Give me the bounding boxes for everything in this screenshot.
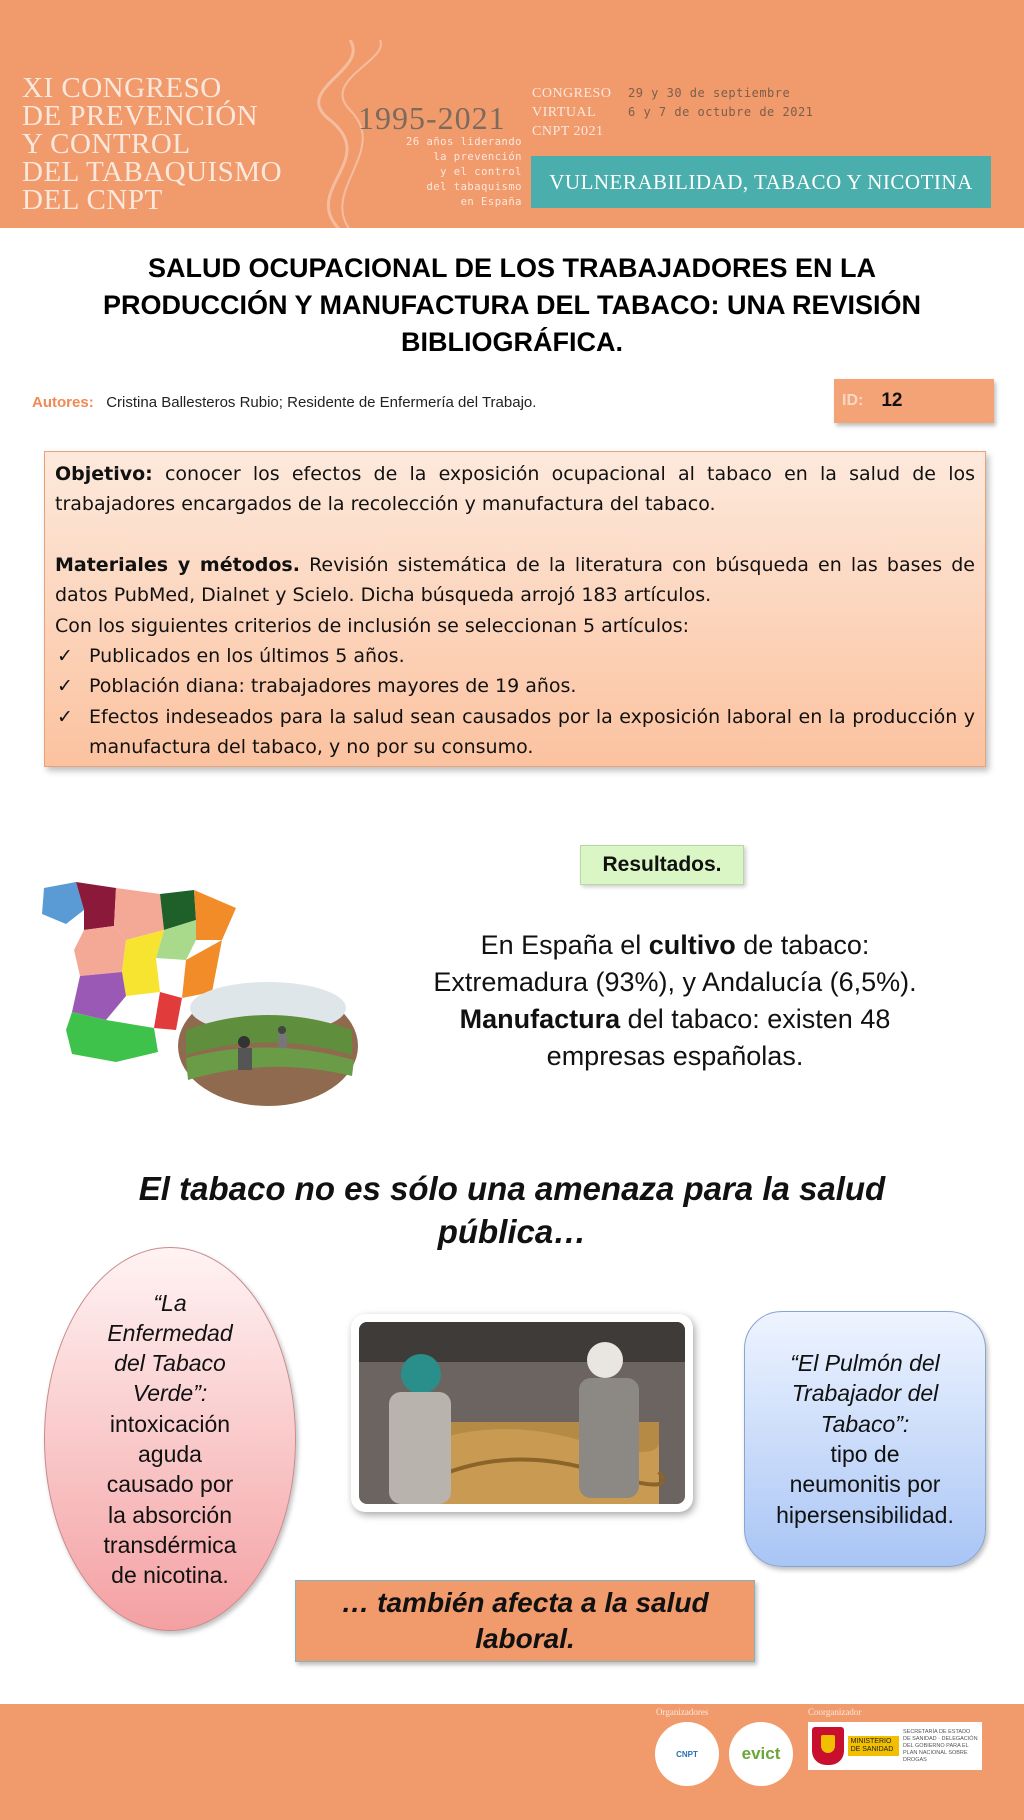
date-line: 29 y 30 de septiembre <box>628 86 791 100</box>
date-line: 6 y 7 de octubre de 2021 <box>628 105 814 119</box>
authors-text: Cristina Ballesteros Rubio; Residente de Enfermería del Trabajo. <box>106 394 537 411</box>
title-line: SALUD OCUPACIONAL DE LOS TRABAJADORES EN LA <box>147 253 877 283</box>
oval-quote-line: “La <box>153 1289 187 1316</box>
virtual-line: CONGRESO <box>532 86 612 101</box>
authors-colon: : <box>88 394 94 411</box>
criteria-text: Efectos indeseados para la salud sean causados por la exposición laboral en la producción y manufactura del tabaco, y no por su consumo. <box>89 705 975 759</box>
labor-health-box <box>295 1580 755 1662</box>
criteria-text: Publicados en los últimos 5 años. <box>89 645 405 668</box>
congress-title <box>22 74 282 214</box>
criteria-item <box>55 641 975 671</box>
virtual-line: CNPT 2021 <box>532 124 604 139</box>
oval-quote-line: Enfermedad <box>107 1319 233 1346</box>
results-text-part: de tabaco: <box>735 930 870 960</box>
congress-title-line: XI CONGRESO <box>22 72 222 104</box>
cnpt-logo-text: CNPT <box>676 1749 698 1759</box>
oval-quote-line: del Tabaco <box>114 1350 226 1377</box>
methods-paragraph <box>55 550 975 611</box>
criteria-text: Población diana: trabajadores mayores de 19 años. <box>89 675 577 698</box>
check-icon: ✓ <box>57 645 73 668</box>
anniversary-line: y el control <box>440 166 522 178</box>
results-line <box>380 1001 970 1038</box>
evict-logo <box>729 1722 793 1786</box>
results-label: Resultados. <box>580 845 744 885</box>
criteria-item <box>55 671 975 701</box>
congress-title-line: Y CONTROL <box>22 128 191 160</box>
anniversary-line: del tabaquismo <box>426 181 522 193</box>
ministry-subtext: SECRETARÍA DE ESTADO DE SANIDAD · DELEGACIÓN DEL GOBIERNO PARA EL PLAN NACIONAL SOBRE DROGAS <box>902 1728 978 1763</box>
oval-text-line: la absorción <box>107 1501 233 1528</box>
box-quote-line: Trabajador del <box>791 1380 939 1407</box>
anniversary-years: 1995-2021 <box>358 100 506 136</box>
id-label: ID: <box>842 392 864 409</box>
anniversary-line: 26 años liderando <box>406 136 522 148</box>
oval-text-line: de nicotina. <box>111 1562 229 1589</box>
box-content <box>776 1348 954 1530</box>
criteria-item <box>55 702 975 763</box>
box-text-line: tipo de <box>830 1441 900 1467</box>
oval-text-line: transdérmica <box>103 1531 237 1558</box>
evict-logo-text: evict <box>741 1744 781 1763</box>
title-line: PRODUCCIÓN Y MANUFACTURA DEL TABACO: UNA REVISIÓN <box>102 290 922 320</box>
congress-title-line: DEL TABAQUISMO <box>22 156 283 188</box>
coat-of-arms-icon <box>812 1727 844 1765</box>
virtual-line: VIRTUAL <box>532 105 597 120</box>
congress-title-line: DE PREVENCIÓN <box>22 100 259 132</box>
oval-quote-line: Verde”: <box>132 1380 208 1407</box>
title-line: BIBLIOGRÁFICA. <box>401 327 623 357</box>
threat-line: pública… <box>437 1213 587 1250</box>
oval-text-line: aguda <box>138 1441 202 1467</box>
id-value: 12 <box>881 390 903 411</box>
methods-label: Materiales y métodos. <box>55 553 300 576</box>
factory-workers-photo-frame <box>351 1314 693 1512</box>
objective-label: Objetivo: <box>55 463 153 485</box>
congress-dates <box>628 84 813 122</box>
anniversary-line: en España <box>460 196 522 208</box>
box-text-line: neumonitis por <box>789 1471 941 1498</box>
criteria-intro: Con los siguientes criterios de inclusión se seleccionan 5 artículos: <box>55 614 690 637</box>
oval-text-line: causado por <box>106 1471 234 1498</box>
results-text-part: del tabaco: existen 48 <box>620 1004 891 1034</box>
authors-line <box>32 394 536 411</box>
results-line: Extremadura (93%), y Andalucía (6,5%). <box>433 967 917 997</box>
id-box <box>834 379 994 423</box>
also-line: laboral. <box>475 1623 575 1654</box>
also-line: … también afecta a la salud <box>341 1587 709 1618</box>
oval-text-line: intoxicación <box>109 1410 231 1437</box>
anniversary-line: la prevención <box>433 151 522 163</box>
results-line: empresas españolas. <box>546 1041 804 1071</box>
box-quote-line: “El Pulmón del <box>790 1350 940 1377</box>
green-tobacco-sickness-oval <box>44 1247 296 1631</box>
box-quote-line: Tabaco”: <box>820 1410 910 1437</box>
results-bold: cultivo <box>648 930 736 960</box>
objective-text: conocer los efectos de la exposición ocupacional al tabaco en la salud de los trabajadores encargados de la recolección y manufactura del tabaco. <box>55 463 975 516</box>
ministry-logo <box>808 1722 982 1770</box>
factory-workers-photo <box>359 1322 685 1504</box>
paragraph-gap <box>55 520 975 550</box>
oval-content <box>104 1288 237 1591</box>
box-text-line: hipersensibilidad. <box>776 1501 954 1528</box>
theme-banner: VULNERABILIDAD, TABACO Y NICOTINA <box>531 156 991 208</box>
anniversary-subtitle <box>380 135 522 210</box>
results-text-part: En España el <box>480 930 649 960</box>
also-content <box>341 1585 708 1657</box>
spain-map-illustration <box>36 880 366 1110</box>
threat-line: El tabaco no es sólo una amenaza para la salud <box>138 1170 886 1207</box>
objective-methods-box <box>44 451 986 767</box>
congress-title-line: DEL CNPT <box>22 184 163 216</box>
results-bold: Manufactura <box>459 1004 621 1034</box>
cnpt-logo <box>655 1722 719 1786</box>
results-line <box>380 927 970 964</box>
results-text <box>380 927 970 1075</box>
criteria-list <box>55 641 975 763</box>
congress-header <box>0 0 1024 228</box>
threat-statement <box>80 1167 944 1253</box>
coorganizer-label: Coorganizador <box>808 1707 862 1717</box>
virtual-congress-label <box>532 84 611 141</box>
methods-text: Revisión sistemática de la literatura con búsqueda en las bases de datos PubMed, Dialnet y Scielo. Dicha búsqueda arrojó 183 artículos. <box>55 553 975 607</box>
authors-label: Autores <box>32 394 89 411</box>
check-icon: ✓ <box>57 675 73 698</box>
poster-title <box>40 250 984 361</box>
organizers-label: Organizadores <box>656 1707 709 1717</box>
tobacco-worker-lung-box <box>744 1311 986 1567</box>
check-icon: ✓ <box>57 705 73 728</box>
ministry-name: MINISTERIO DE SANIDAD <box>848 1736 899 1756</box>
field-workers-photo <box>178 982 358 1106</box>
objective-paragraph <box>55 459 975 520</box>
